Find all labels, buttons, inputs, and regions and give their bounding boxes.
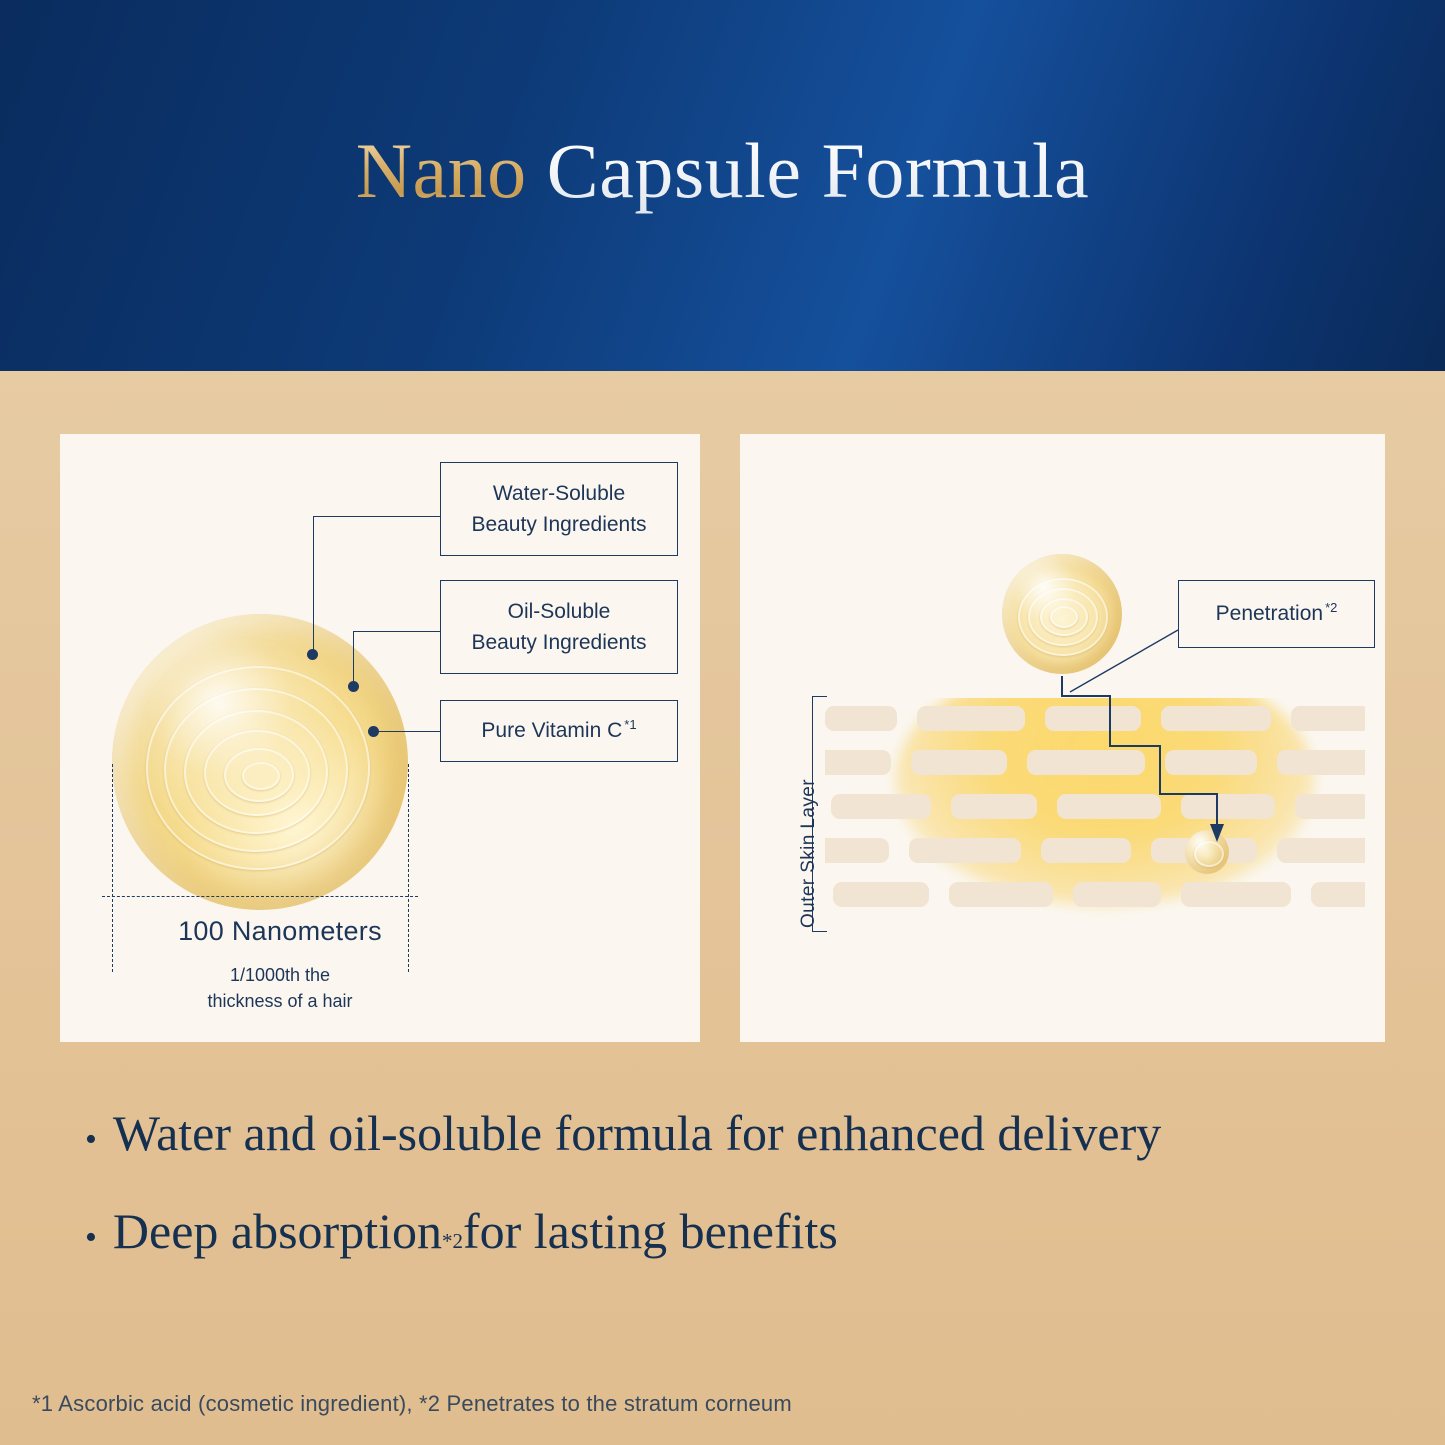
panel-capsule-structure — [60, 434, 700, 1042]
bullet-dot-icon: • — [85, 1218, 97, 1256]
page-title-rest: Capsule Formula — [526, 127, 1090, 214]
panel-penetration — [740, 434, 1385, 1042]
penetration-arrowhead — [1210, 824, 1224, 842]
measurement-sublabel-line2: thickness of a hair — [207, 991, 353, 1012]
penetration-path-diagram — [740, 434, 1385, 1042]
callout-oil-soluble-line1: Oil-Soluble — [507, 599, 611, 623]
footnote-text: *1 Ascorbic acid (cosmetic ingredient), *2 Penetrates to the stratum corneum — [32, 1391, 792, 1416]
outer-skin-layer-label: Outer Skin Layer — [798, 779, 819, 928]
measurement-label: 100 Nanometers — [178, 916, 382, 946]
callout-water-soluble — [440, 462, 678, 556]
page-title-accent: Nano — [355, 127, 527, 214]
callout-water-soluble-line1: Water-Soluble — [492, 481, 626, 505]
leader-line-oil-soluble — [353, 631, 441, 632]
penetration-step-path — [1062, 676, 1217, 828]
leader-line-vitamin-c — [373, 731, 441, 732]
leader-line-water-soluble — [313, 516, 441, 517]
header-banner — [0, 0, 1445, 371]
leader-line-oil-soluble — [353, 631, 354, 687]
leader-line-water-soluble — [313, 516, 314, 654]
leader-line-penetration — [1070, 630, 1178, 692]
benefit-item-2-text-before: Deep absorption — [112, 1202, 442, 1259]
callout-pure-vitamin-c — [440, 700, 678, 762]
benefit-item-1 — [85, 1100, 1375, 1168]
page-title — [0, 126, 1445, 216]
callout-penetration-footnote-marker: *2 — [1325, 600, 1338, 616]
benefit-item-2 — [85, 1198, 1375, 1266]
benefit-item-1-text: Water and oil-soluble formula for enhanced delivery — [112, 1105, 1162, 1161]
callout-pure-vitamin-c-label: Pure Vitamin C — [481, 719, 623, 743]
callout-oil-soluble — [440, 580, 678, 674]
measure-arrow-line — [102, 896, 418, 897]
callout-water-soluble-line2: Beauty Ingredients — [471, 513, 647, 536]
droplet-ring — [242, 762, 280, 790]
benefit-item-2-footnote-marker: *2 — [441, 1228, 463, 1253]
measurement-sublabel — [60, 962, 500, 1014]
measurement-sublabel-line1: 1/1000th the — [229, 965, 331, 985]
benefits-list — [85, 1100, 1375, 1295]
benefit-item-2-text-after: for lasting benefits — [462, 1202, 838, 1259]
callout-penetration-label: Penetration — [1215, 602, 1324, 626]
bullet-dot-icon: • — [85, 1121, 97, 1158]
callout-oil-soluble-line2: Beauty Ingredients — [471, 631, 647, 654]
callout-pure-vitamin-c-footnote-marker: *1 — [624, 717, 637, 733]
nano-capsule-droplet — [112, 614, 408, 910]
